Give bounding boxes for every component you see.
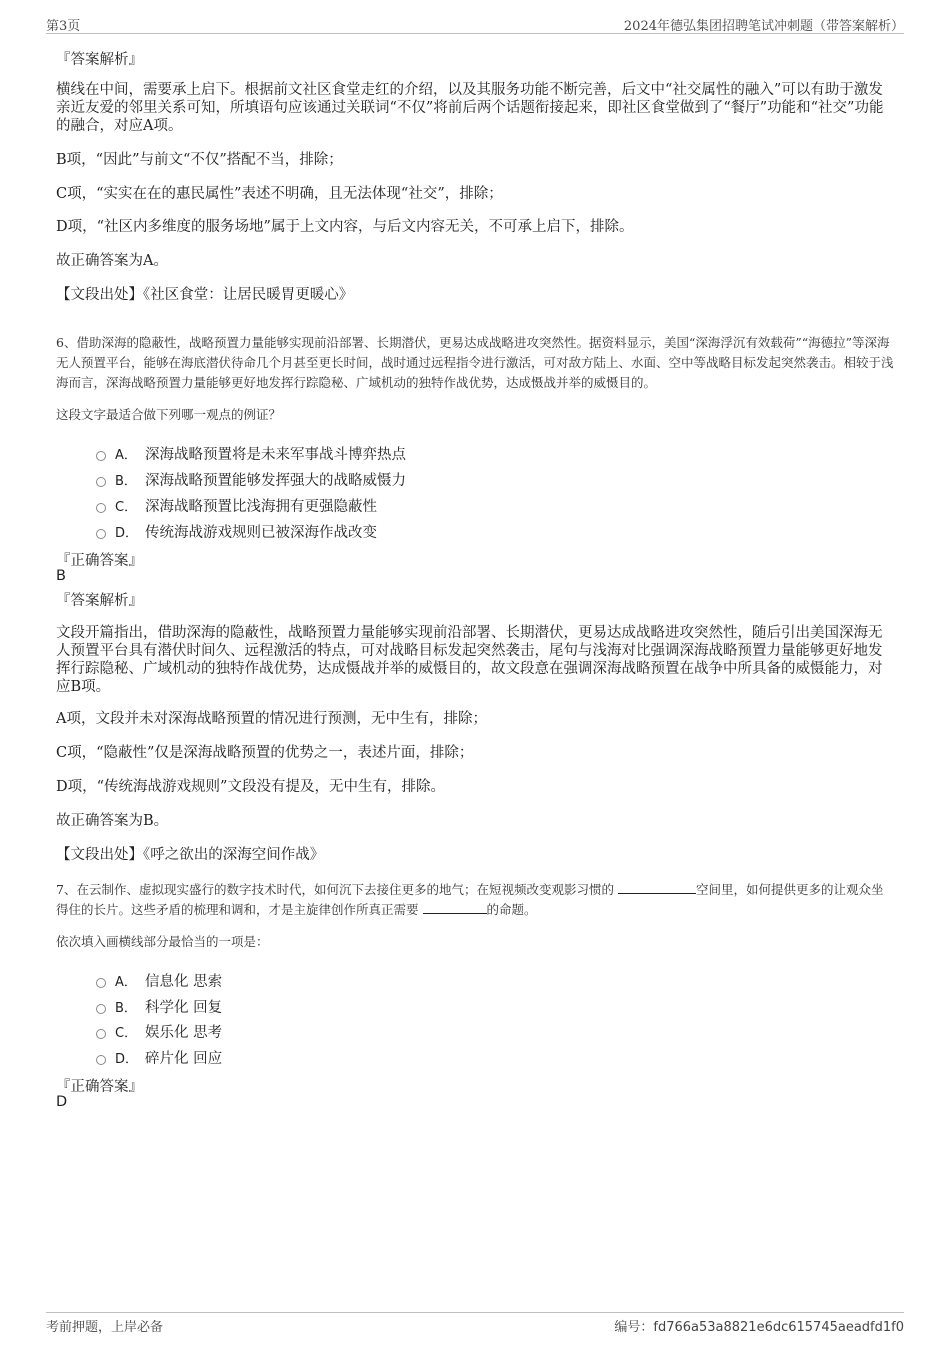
q6-option-a-note: A项，文段并未对深海战略预置的情况进行预测，无中生有，排除； <box>56 711 487 727</box>
q5-analysis-text: 横线在中间，需要承上启下。根据前文社区食堂走红的介绍，以及其服务功能不断完善，后文中“社交属性的融入”可以有助于激发亲近友爱的邻里关系可知，所填语句应该通过关联词“不仅”将前后两个话题衔接起来，即社区食堂做到了“餐厅”功能和“社交”功能的融合，对应A项。 <box>56 82 884 134</box>
q6-option-c[interactable]: C． 深海战略预置比浅海拥有更强隐蔽性 <box>96 495 377 515</box>
q7-question: 依次填入画横线部分最恰当的一项是： <box>56 934 269 949</box>
q6-conclusion: 故正确答案为B。 <box>56 813 169 829</box>
radio-button[interactable] <box>96 1004 106 1014</box>
q6-question: 这段文字最适合做下列哪一观点的例证？ <box>56 407 282 422</box>
radio-button[interactable] <box>96 451 106 461</box>
q6-analysis-tag: 『答案解析』 <box>56 593 143 609</box>
q7-stem: 7、在云制作、虚拟现实盛行的数字技术时代，如何沉下去接住更多的地气；在短视频改变观影习惯的 空间里，如何提供更多的让观众坐得住的长片。这些矛盾的梳理和调和，才是主旋律创作所真正需要 的命题。 <box>56 882 884 917</box>
q5-option-b-note: B项，“因此”与前文“不仅”搭配不当，排除； <box>56 152 343 168</box>
q6-option-d[interactable]: D． 传统海战游戏规则已被深海作战改变 <box>96 521 377 541</box>
q5-conclusion: 故正确答案为A。 <box>56 253 168 269</box>
q6-option-d-note: D项，“传统海战游戏规则”文段没有提及，无中生有，排除。 <box>56 779 445 795</box>
q7-option-d[interactable]: D． 碎片化 回应 <box>96 1047 222 1067</box>
q5-analysis-tag: 『答案解析』 <box>56 52 143 68</box>
q6-option-b[interactable]: B． 深海战略预置能够发挥强大的战略威慑力 <box>96 469 406 489</box>
q6-option-a[interactable]: A． 深海战略预置将是未来军事战斗博弈热点 <box>96 443 406 463</box>
q7-option-b[interactable]: B． 科学化 回复 <box>96 996 222 1016</box>
page-header <box>46 13 904 34</box>
document-code: 编号：fd766a53a8821e6dc615745aeadfd1f0 <box>614 1320 904 1335</box>
page-footer <box>46 1312 904 1335</box>
q6-correct-answer: B <box>56 568 66 584</box>
radio-button[interactable] <box>96 529 106 539</box>
q5-option-d-note: D项，“社区内多维度的服务场地”属于上文内容，与后文内容无关，不可承上启下，排除。 <box>56 219 634 235</box>
q6-option-c-note: C项，“隐蔽性”仅是深海战略预置的优势之一，表述片面，排除； <box>56 745 474 761</box>
radio-button[interactable] <box>96 503 106 513</box>
radio-button[interactable] <box>96 1055 106 1065</box>
q7-option-a[interactable]: A． 信息化 思索 <box>96 970 222 990</box>
q7-option-c[interactable]: C． 娱乐化 思考 <box>96 1021 222 1041</box>
page-number: 第3页 <box>46 19 81 34</box>
radio-button[interactable] <box>96 978 106 988</box>
q6-analysis-text: 文段开篇指出，借助深海的隐蔽性，战略预置力量能够实现前沿部署、长期潜伏，更易达成战略进攻突然性，随后引出美国深海无人预置平台具有潜伏时间久、远程激活的特点，可对战略目标发起突然袭击，尾句与浅海对比强调深海战略预置力量能够更好地发挥行踪隐秘、广域机动的独特作战优势，达成慑战并举的威慑目的，故文段意在强调深海战略预置在战争中所具备的威慑能力，对应B项。 <box>56 625 883 695</box>
fill-blank-2[interactable] <box>423 903 487 914</box>
radio-button[interactable] <box>96 1029 106 1039</box>
q5-source: 【文段出处】《社区食堂：让居民暖胃更暖心》 <box>56 287 354 303</box>
footer-slogan: 考前押题，上岸必备 <box>46 1320 164 1335</box>
radio-button[interactable] <box>96 477 106 487</box>
fill-blank-1[interactable] <box>618 883 696 894</box>
q5-option-c-note: C项，“实实在在的惠民属性”表述不明确，且无法体现“社交”，排除； <box>56 186 503 202</box>
q6-stem: 6、借助深海的隐蔽性，战略预置力量能够实现前沿部署、长期潜伏，更易达成战略进攻突然性。据资料显示，美国“深海浮沉有效载荷”“海德拉”等深海无人预置平台，能够在海底潜伏待命几个月甚至更长时间，战时通过远程指令进行激活，可对敌方陆上、水面、空中等战略目标发起突然袭击。相较于浅海而言，深海战略预置力量能够更好地发挥行踪隐秘、广域机动的独特作战优势，达成慑战并举的威慑目的。 <box>56 335 894 390</box>
document-title: 2024年德弘集团招聘笔试冲刺题（带答案解析） <box>623 19 904 34</box>
q7-correct-tag: 『正确答案』 <box>56 1079 143 1095</box>
q7-correct-answer: D <box>56 1094 68 1110</box>
q6-correct-tag: 『正确答案』 <box>56 553 143 569</box>
q6-source: 【文段出处】《呼之欲出的深海空间作战》 <box>56 847 325 863</box>
